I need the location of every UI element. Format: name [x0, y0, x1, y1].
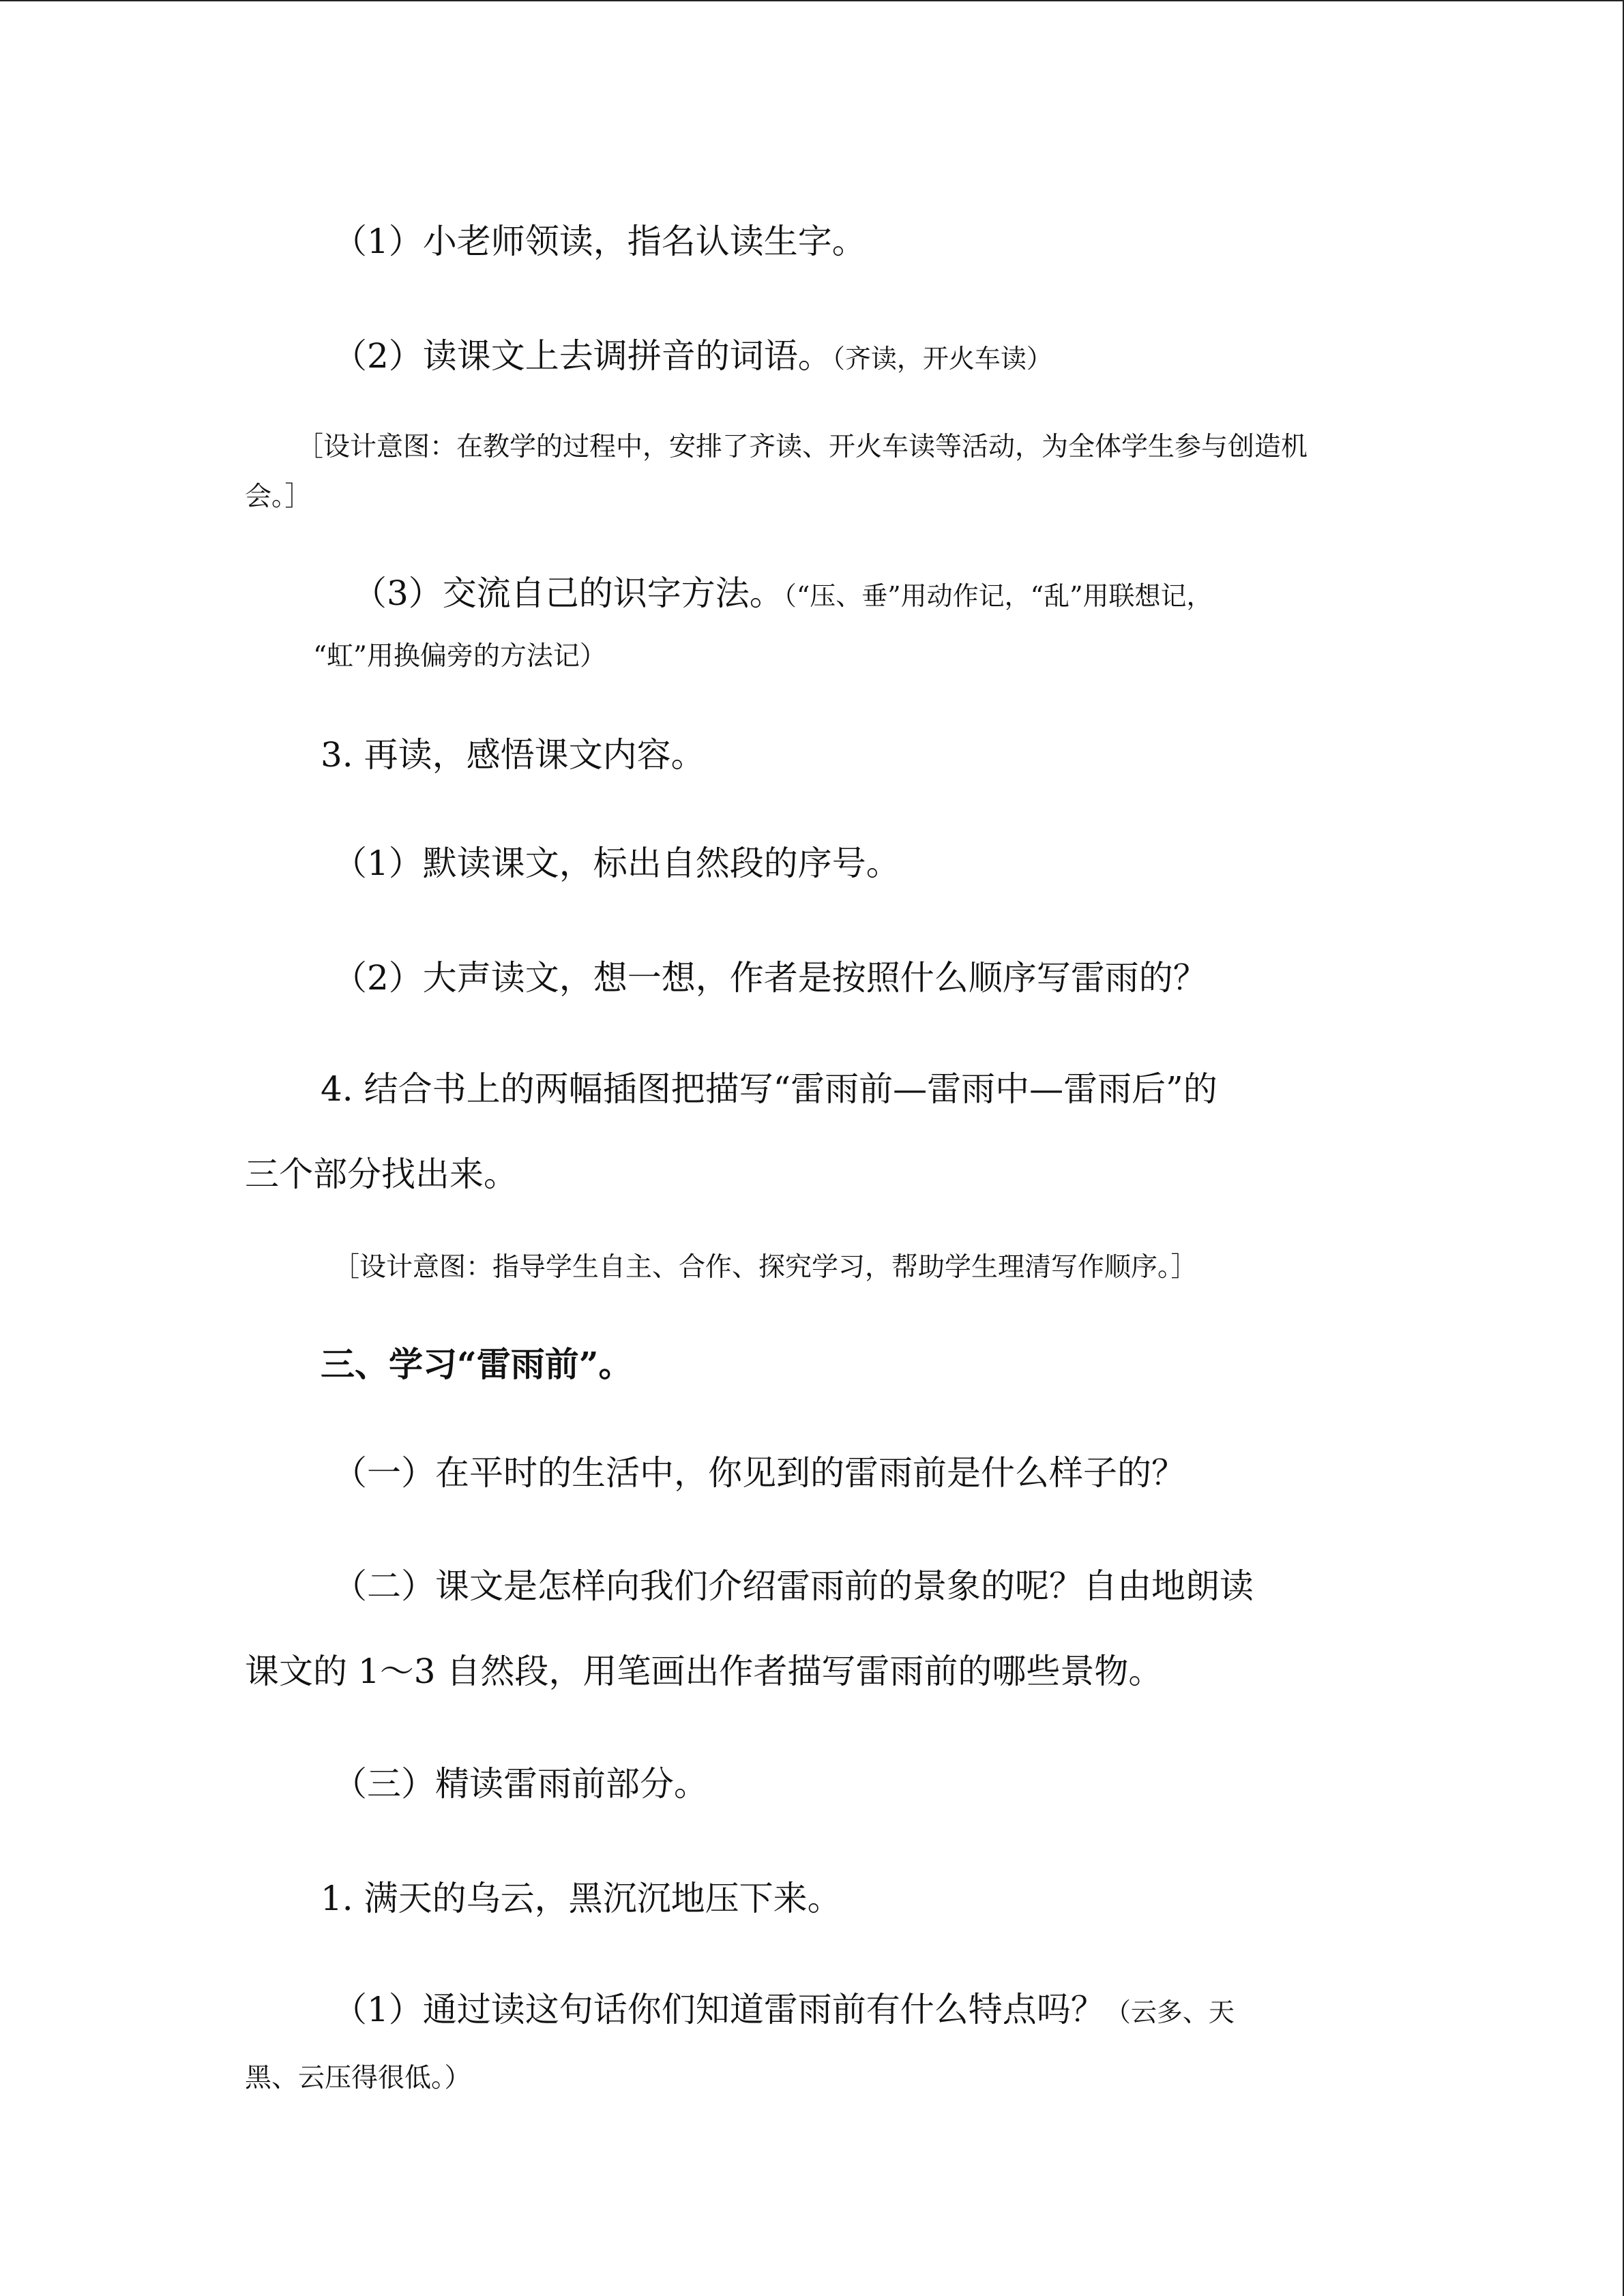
text: 会。］ [245, 481, 312, 512]
paragraph-line [0, 1152, 1624, 1196]
note-line [0, 2061, 1624, 2096]
text: （一）在平时的生活中，你见到的雷雨前是什么样子的？ [333, 1453, 1185, 1493]
text: （1）默读课文，标出自然段的序号。 [333, 844, 900, 883]
text: （2）读课文上去调拼音的词语。 [333, 336, 832, 376]
note-text: （齐读，开火车读） [831, 344, 1052, 374]
text: ［设计意图：在教学的过程中，安排了齐读、开火车读等活动，为全体学生参与创造机 [297, 432, 1308, 462]
paragraph-line [0, 841, 1624, 885]
paragraph-line [0, 1762, 1624, 1806]
text: 3. 再读，感悟课文内容。 [321, 735, 705, 775]
text: 黑、云压得很低。） [245, 2063, 471, 2093]
text: “虹”用换偏旁的方法记） [313, 641, 606, 672]
note-line [0, 639, 1624, 674]
paragraph-line [0, 571, 1624, 618]
design-intent-note [0, 1250, 1624, 1285]
text: （2）大声读文，想一想，作者是按照什么顺序写雷雨的？ [333, 958, 1207, 998]
paragraph-line [0, 1451, 1624, 1495]
text: ［设计意图：指导学生自主、合作、探究学习，帮助学生理清写作顺序。］ [333, 1252, 1198, 1283]
paragraph-line [0, 1564, 1624, 1608]
text: 三个部分找出来。 [245, 1154, 518, 1194]
design-intent-note [0, 479, 1624, 515]
text: （1）通过读这句话你们知道雷雨前有什么特点吗？ [333, 1990, 1105, 2029]
section-heading [0, 1343, 1624, 1386]
text: （1）小老师领读，指名认读生字。 [333, 222, 866, 261]
text: 课文的 1～3 自然段，用笔画出作者描写雷雨前的哪些景物。 [245, 1652, 1163, 1691]
text: （三）精读雷雨前部分。 [333, 1764, 708, 1804]
paragraph-line [0, 220, 1624, 263]
paragraph-line [0, 733, 1624, 777]
paragraph-line [0, 956, 1624, 1000]
paragraph-line [0, 1877, 1624, 1920]
text: 4. 结合书上的两幅插图把描写“雷雨前—雷雨中—雷雨后”的 [321, 1069, 1217, 1109]
note-text: （云多、天 [1104, 1997, 1235, 2027]
text: 1. 满天的乌云，黑沉沉地压下来。 [321, 1879, 842, 1918]
text: 三、学习“雷雨前”。 [321, 1344, 633, 1384]
paragraph-line [0, 334, 1624, 381]
paragraph-line [0, 1988, 1624, 2034]
note-text: （“压、垂”用动作记，“乱”用联想记， [783, 581, 1213, 611]
paragraph-line [0, 1650, 1624, 1693]
paragraph-line [0, 1067, 1624, 1111]
text: （3）交流自己的识字方法。 [353, 573, 784, 613]
text: （二）课文是怎样向我们介绍雷雨前的景象的呢？自由地朗读 [333, 1566, 1254, 1606]
design-intent-note [0, 430, 1624, 465]
